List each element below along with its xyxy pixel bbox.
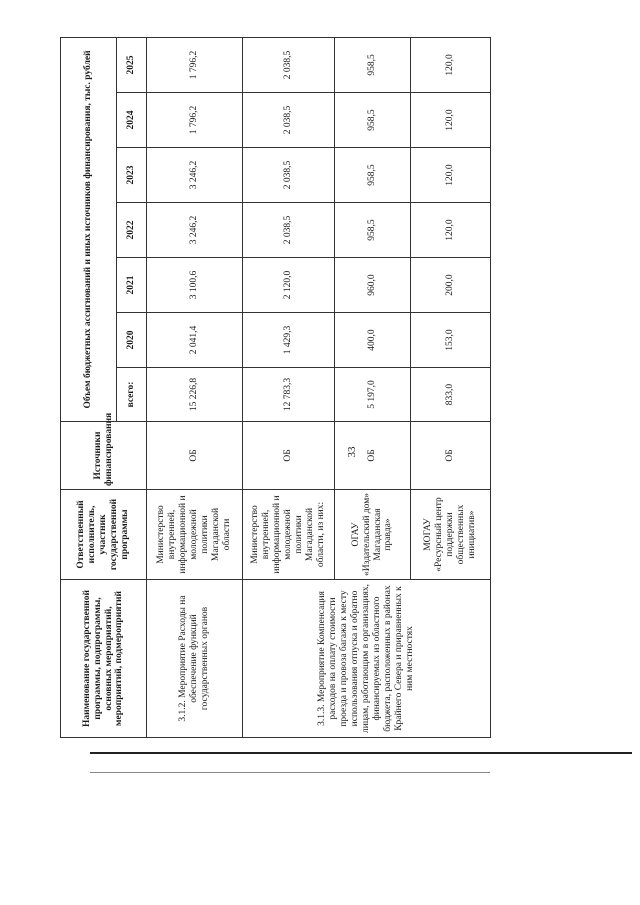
row-value: 400,0 bbox=[335, 313, 411, 368]
row-value: 2 038,5 bbox=[243, 148, 335, 203]
header-year: 2025 bbox=[117, 37, 147, 92]
row-executor: Министерство внутренней, информационной и молодежной политики Магаданской области bbox=[147, 490, 243, 580]
header-year: 2022 bbox=[117, 203, 147, 258]
row-source: ОБ bbox=[335, 422, 411, 490]
row-source: ОБ bbox=[411, 422, 491, 490]
row-value: 2 038,5 bbox=[243, 93, 335, 148]
row-value: 200,0 bbox=[411, 258, 491, 313]
page-number: 33 bbox=[346, 446, 358, 458]
header-total: всего: bbox=[117, 368, 147, 422]
header-source: Источники финансирования bbox=[61, 422, 147, 490]
header-year: 2021 bbox=[117, 258, 147, 313]
row-total: 5 197,0 bbox=[335, 368, 411, 422]
row-executor: Министерство внутренней, информационной и молодежной политики Магаданской области, из них: bbox=[243, 490, 335, 580]
row-value: 3 246,2 bbox=[147, 203, 243, 258]
header-name: Наименование государственной программы, подпрограммы, основных мероприятий, мероприятий, подмероприятий bbox=[61, 580, 147, 738]
row-name: 3.1.2. Мероприятие Расходы на обеспечение функций государственных органов bbox=[147, 580, 243, 738]
row-executor: ОГАУ «Издательский дом» Магаданская правда» bbox=[335, 490, 411, 580]
row-value: 2 041,4 bbox=[147, 313, 243, 368]
row-value: 1 429,3 bbox=[243, 313, 335, 368]
row-value: 2 038,5 bbox=[243, 37, 335, 92]
row-value: 3 246,2 bbox=[147, 148, 243, 203]
row-value: 960,0 bbox=[335, 258, 411, 313]
row-source: ОБ bbox=[147, 422, 243, 490]
row-total: 15 226,8 bbox=[147, 368, 243, 422]
row-value: 958,5 bbox=[335, 203, 411, 258]
row-value: 2 038,5 bbox=[243, 203, 335, 258]
row-value: 958,5 bbox=[335, 93, 411, 148]
header-year: 2020 bbox=[117, 313, 147, 368]
header-year: 2023 bbox=[117, 148, 147, 203]
row-value: 120,0 bbox=[411, 148, 491, 203]
row-total: 833,0 bbox=[411, 368, 491, 422]
table-row bbox=[243, 37, 335, 737]
budget-table bbox=[60, 37, 491, 738]
header-year: 2024 bbox=[117, 93, 147, 148]
bottom-divider bbox=[90, 752, 632, 754]
row-value: 958,5 bbox=[335, 37, 411, 92]
row-value: 153,0 bbox=[411, 313, 491, 368]
row-value: 1 796,2 bbox=[147, 37, 243, 92]
header-executor: Ответственный исполнитель, участник государственной программы bbox=[61, 490, 147, 580]
budget-table-container bbox=[60, 38, 490, 738]
row-value: 120,0 bbox=[411, 203, 491, 258]
row-value: 3 100,6 bbox=[147, 258, 243, 313]
row-value: 1 796,2 bbox=[147, 93, 243, 148]
bottom-divider-thin bbox=[90, 772, 490, 773]
header-row-1 bbox=[61, 37, 117, 737]
table-row bbox=[147, 37, 243, 737]
row-value: 120,0 bbox=[411, 93, 491, 148]
row-value: 958,5 bbox=[335, 148, 411, 203]
row-value: 2 120,0 bbox=[243, 258, 335, 313]
row-name: 3.1.3. Мероприятие Компенсация расходов на оплату стоимости проезда и провоза багажа к месту использования отпуска и обратно лицам, работающим в организациях, финансируемых из областного бюджета, расположенных в районах Крайнего Севера и приравненных к ним местностях bbox=[243, 580, 491, 738]
header-volume: Объем бюджетных ассигнований и иных источников финансирования, тыс. рублей bbox=[61, 37, 117, 421]
row-total: 12 783,3 bbox=[243, 368, 335, 422]
row-value: 120,0 bbox=[411, 37, 491, 92]
row-source: ОБ bbox=[243, 422, 335, 490]
row-executor: МОГАУ «Ресурсный центр поддержки общественных инициатив» bbox=[411, 490, 491, 580]
